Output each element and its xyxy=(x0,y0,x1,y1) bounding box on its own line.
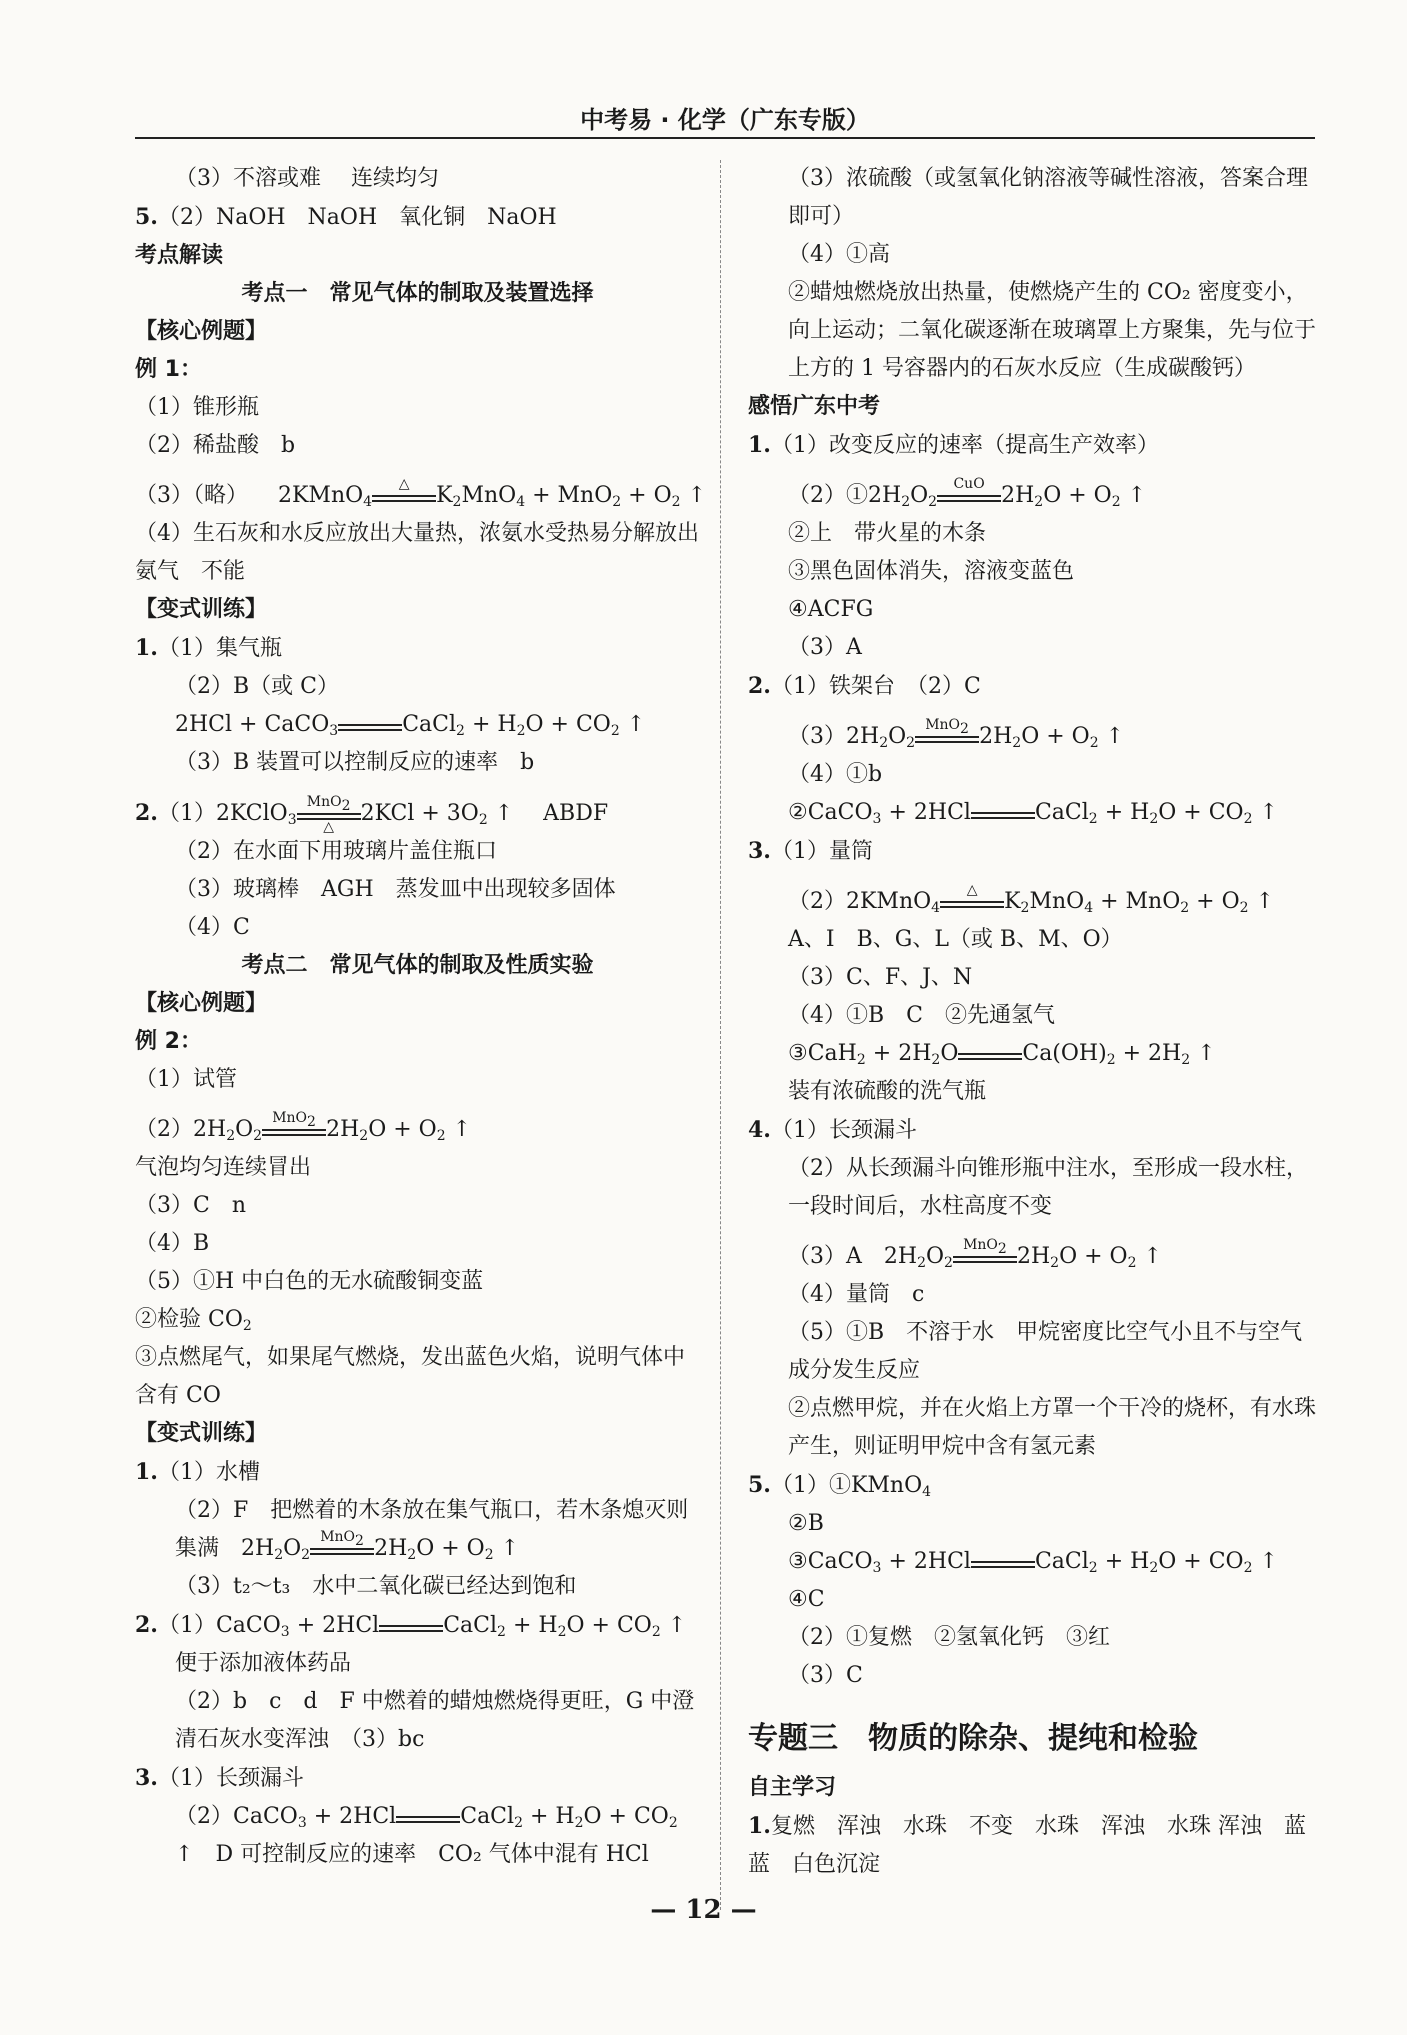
answer-line: （4）量筒 c xyxy=(788,1282,925,1307)
answer-line: （5）①B 不溶于水 甲烷密度比空气小且不与空气成分发生反应 xyxy=(788,1320,1303,1383)
equation-line: ②CaCO$_3$ + 2HCl CaCl$_2$ + $H_2O + CO_2$ ↑ xyxy=(788,800,1278,827)
equation-line: （2）2KMnO$_4$ △ $K_2MnO_4 + MnO_2 + O_2$ ↑ xyxy=(788,882,1275,916)
answer-line: ②点燃甲烷，并在火焰上方罩一个干冷的烧杯，有水珠产生，则证明甲烷中含有氢元素 xyxy=(788,1396,1317,1459)
equation-line: （2）CaCO$_3$ + 2HCl CaCl$_2$ + $H_2O + CO_2$ ↑ D 可控制反应的速率 CO₂ 气体中混有 HCl xyxy=(175,1804,678,1867)
answer-line: ③黑色固体消失，溶液变蓝色 xyxy=(788,559,1075,584)
answer-line: 2.（1）铁架台 （2）C xyxy=(748,673,981,699)
right-column xyxy=(748,160,1328,1884)
answer-line: 1.复燃 浑浊 水珠 不变 水珠 浑浊 水珠 浑浊 蓝 蓝 白色沉淀 xyxy=(748,1813,1328,1877)
sub-heading: 【核心例题】 xyxy=(135,319,268,344)
section-heading: 自主学习 xyxy=(748,1775,837,1800)
sub-heading: 【核心例题】 xyxy=(135,991,268,1016)
answer-line: （1）锥形瓶 xyxy=(135,395,259,420)
answer-line: （2）①复燃 ②氢氧化钙 ③红 xyxy=(788,1625,1110,1650)
answer-line: （2）在水面下用玻璃片盖住瓶口 xyxy=(175,839,497,864)
equation-line: （3）（略） 2KMnO$_4$ △ $K_2MnO_4 + MnO_2 + O_2$ ↑ xyxy=(135,476,707,510)
left-column xyxy=(135,160,707,1874)
answer-line: 1.（1）集气瓶 xyxy=(135,635,282,661)
sub-heading: 【变式训练】 xyxy=(135,597,268,622)
equation-line: （3）A $2H_2O_2$ MnO$_2$ $2H_2O + O_2$ ↑ xyxy=(788,1237,1162,1271)
example-label: 例 1： xyxy=(135,357,202,382)
topic-heading: 考点二 常见气体的制取及性质实验 xyxy=(241,953,594,978)
answer-line: （3）C xyxy=(788,1663,863,1688)
answer-line: （4）生石灰和水反应放出大量热，浓氨水受热易分解放出氨气 不能 xyxy=(135,521,699,584)
equation-line: 2HCl + CaCO$_3$ CaCl$_2$ + $H_2O + CO_2$ ↑ xyxy=(175,712,646,739)
equation-line: 2.（1）CaCO$_3$ + 2HCl CaCl$_2$ + $H_2O + CO_2$ ↑ xyxy=(135,1612,687,1640)
answer-line: A、I B、G、L（或 B、M、O） xyxy=(788,927,1123,952)
answer-line: （3）A xyxy=(788,635,862,660)
answer-line: 3.（1）长颈漏斗 xyxy=(135,1765,304,1791)
page-number: — 12 — xyxy=(650,1895,757,1925)
example-label: 例 2： xyxy=(135,1029,202,1054)
answer-line: 5.（2）NaOH NaOH 氧化铜 NaOH xyxy=(135,204,557,230)
sub-heading: 【变式训练】 xyxy=(135,1421,268,1446)
answer-line: （4）C xyxy=(175,915,250,940)
answer-line: ②上 带火星的木条 xyxy=(788,521,987,546)
section-heading: 考点解读 xyxy=(135,243,224,268)
equation-line: ③CaCO$_3$ + 2HCl CaCl$_2$ + $H_2O + CO_2$ ↑ xyxy=(788,1549,1278,1576)
answer-line: （3）不溶或难 连续均匀 xyxy=(175,166,440,191)
answer-line: （2）B（或 C） xyxy=(175,674,339,699)
chapter-title: 专题三 物质的除杂、提纯和检验 xyxy=(748,1721,1198,1756)
answer-line: （3）B 装置可以控制反应的速率 b xyxy=(175,750,535,775)
answer-line: （2）从长颈漏斗向锥形瓶中注水，至形成一段水柱，一段时间后，水柱高度不变 xyxy=(788,1156,1308,1219)
answer-line: 1.（1）水槽 xyxy=(135,1459,260,1485)
answer-line: 4.（1）长颈漏斗 xyxy=(748,1117,917,1143)
equation-line: $(3)2H_2O_2$ MnO$_2$ $2H_2O + O_2$ ↑ xyxy=(788,717,1125,751)
answer-line: （4）①高 xyxy=(788,242,890,267)
answer-line: （3）浓硫酸（或氢氧化钠溶液等碱性溶液，答案合理即可） xyxy=(788,166,1308,229)
column-divider xyxy=(720,160,721,1910)
answer-line: （2）F 把燃着的木条放在集气瓶口，若木条熄灭则集满 $2H_2O_2$ MnO$_2$ $2H_2O + O_2$ ↑ xyxy=(175,1498,689,1563)
answer-line: （1）试管 xyxy=(135,1067,237,1092)
answer-line: （3）t₂～t₃ 水中二氧化碳已经达到饱和 xyxy=(175,1574,577,1599)
answer-line: 气泡均匀连续冒出 xyxy=(135,1155,312,1180)
answer-line: （4）B xyxy=(135,1231,210,1256)
section-heading: 感悟广东中考 xyxy=(748,394,881,419)
heat-arrow: △ xyxy=(372,493,436,502)
answer-line: ③点燃尾气，如果尾气燃烧，发出蓝色火焰，说明气体中含有 CO xyxy=(135,1345,686,1408)
equation-line: 2.（1）2KClO$_3$ MnO$_2$ △ $2KCl + 3O_2$ ↑ ABDF xyxy=(135,794,609,835)
answer-line: ②B xyxy=(788,1511,824,1536)
answer-line: （2）稀盐酸 b xyxy=(135,433,296,458)
answer-line: （2）b c d F 中燃着的蜡烛燃烧得更旺，G 中澄清石灰水变浑浊 （3）bc xyxy=(175,1689,695,1752)
answer-line: （4）①b xyxy=(788,762,883,787)
answer-line: （3）C n xyxy=(135,1193,246,1218)
answer-line: （5）①H 中白色的无水硫酸铜变蓝 xyxy=(135,1269,484,1294)
page-header: 中考易 · 化学（广东专版） xyxy=(580,106,870,134)
topic-heading: 考点一 常见气体的制取及装置选择 xyxy=(241,281,594,306)
answer-line: （3）C、F、J、N xyxy=(788,965,973,990)
equation-line: $(2)2H_2O_2$ MnO$_2$ $2H_2O + O_2$ ↑ xyxy=(135,1110,472,1144)
answer-line: 1.（1）改变反应的速率（提高生产效率） xyxy=(748,432,1159,458)
answer-line: ②检验 $CO_2$ xyxy=(135,1307,252,1334)
answer-line: 便于添加液体药品 xyxy=(175,1651,352,1676)
answer-line: ②蜡烛燃烧放出热量，使燃烧产生的 CO₂ 密度变小，向上运动；二氧化碳逐渐在玻璃罩上方聚集，先与位于上方的 1 号容器内的石灰水反应（生成碳酸钙） xyxy=(788,280,1317,381)
answer-line: 装有浓硫酸的洗气瓶 xyxy=(788,1079,987,1104)
equation-line: $(2)①2H_2O_2$ CuO $2H_2O + O_2$ ↑ xyxy=(788,476,1147,510)
answer-line: （4）①B C ②先通氢气 xyxy=(788,1003,1055,1028)
equation-line: ③CaH$_2$ + $2H_2O$ $Ca(OH)_2 + 2H_2$ ↑ xyxy=(788,1041,1216,1068)
answer-line: 5.（1）①KMnO$_4$ xyxy=(748,1472,932,1500)
header-rule xyxy=(135,137,1315,139)
answer-line: ④ACFG xyxy=(788,597,874,622)
answer-line: （3）玻璃棒 AGH 蒸发皿中出现较多固体 xyxy=(175,877,616,902)
answer-line: 3.（1）量筒 xyxy=(748,838,873,864)
answer-line: ④C xyxy=(788,1587,825,1612)
